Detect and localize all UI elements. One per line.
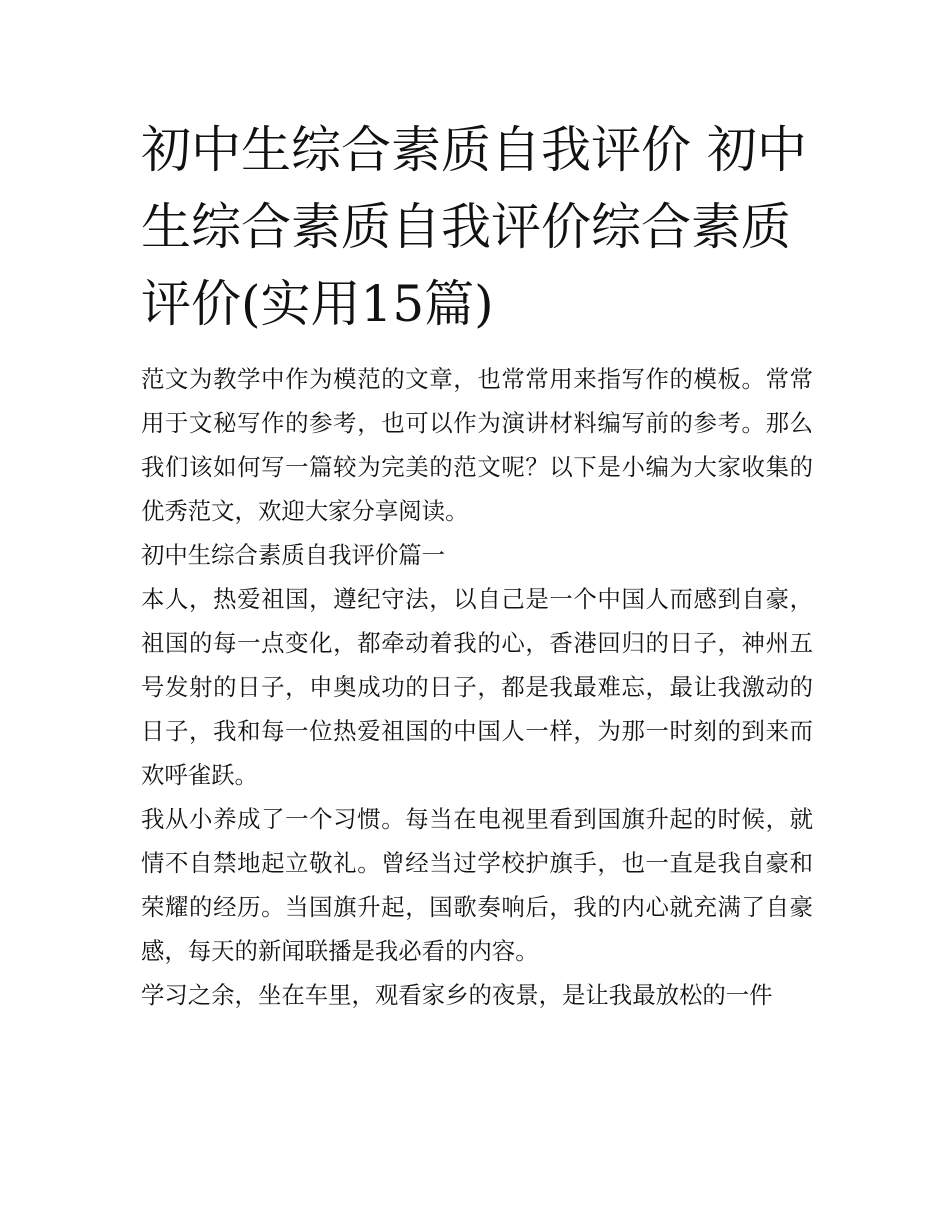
intro-paragraph: 范文为教学中作为模范的文章，也常常用来指写作的模板。常常用于文秘写作的参考，也可以作为演讲材料编写前的参考。那么我们该如何写一篇较为完美的范文呢？以下是小编为大家收集的优秀范文，欢迎大家分享阅读。 [141, 365, 813, 525]
document-body [141, 357, 813, 1017]
body-paragraph: 本人，热爱祖国，遵纪守法，以自己是一个中国人而感到自豪，祖国的每一点变化，都牵动着我的心，香港回归的日子，神州五号发射的日子，申奥成功的日子，都是我最难忘，最让我激动的日子，我和每一位热爱祖国的中国人一样，为那一时刻的到来而欢呼雀跃。 [141, 585, 813, 789]
document-page [141, 112, 813, 1017]
body-paragraph: 学习之余，坐在车里，观看家乡的夜景，是让我最放松的一件 [141, 981, 773, 1009]
document-title: 初中生综合素质自我评价 初中生综合素质自我评价综合素质评价(实用15篇) [141, 121, 807, 333]
section-heading: 初中生综合素质自我评价篇一 [141, 541, 446, 569]
body-paragraph: 我从小养成了一个习惯。每当在电视里看到国旗升起的时候，就情不自禁地起立敬礼。曾经当过学校护旗手，也一直是我自豪和荣耀的经历。当国旗升起，国歌奏响后，我的内心就充满了自豪感，每天的新闻联播是我必看的内容。 [141, 805, 813, 965]
